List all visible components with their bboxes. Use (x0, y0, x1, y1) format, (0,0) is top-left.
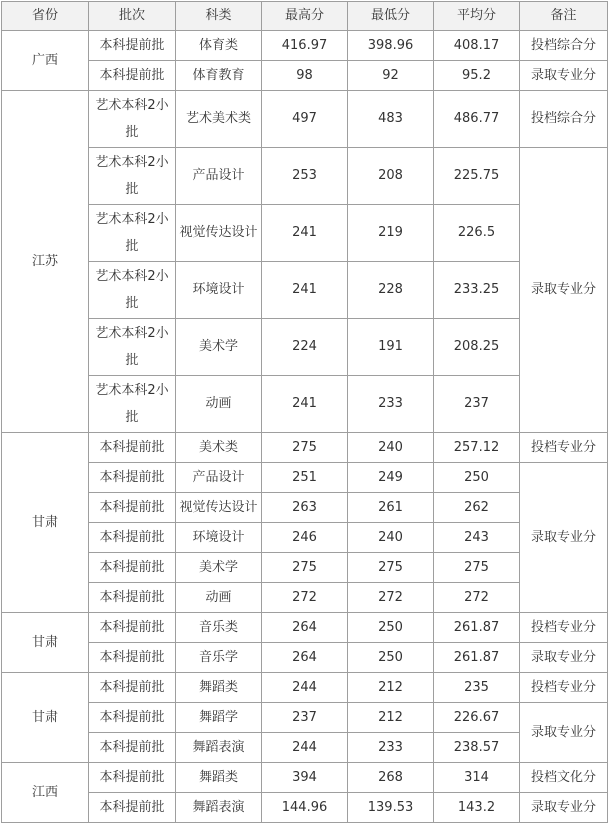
table-row (2, 148, 608, 205)
table-row (2, 91, 608, 148)
header-avg-score: 平均分 (434, 2, 520, 31)
category-cell: 体育教育 (176, 61, 262, 91)
note-cell: 录取专业分 (520, 643, 608, 673)
category-cell: 动画 (176, 376, 262, 433)
max-score-cell: 241 (262, 262, 348, 319)
table-row (2, 262, 608, 319)
avg-score-cell: 143.2 (434, 793, 520, 823)
avg-score-cell: 208.25 (434, 319, 520, 376)
max-score-cell: 244 (262, 733, 348, 763)
table-row (2, 205, 608, 262)
avg-score-cell: 408.17 (434, 31, 520, 61)
header-batch: 批次 (89, 2, 176, 31)
max-score-cell: 246 (262, 523, 348, 553)
table-row (2, 763, 608, 793)
avg-score-cell: 262 (434, 493, 520, 523)
min-score-cell: 240 (348, 523, 434, 553)
max-score-cell: 264 (262, 613, 348, 643)
avg-score-cell: 237 (434, 376, 520, 433)
batch-cell: 本科提前批 (89, 31, 176, 61)
province-cell: 甘肃 (2, 613, 89, 673)
note-cell: 投档综合分 (520, 31, 608, 61)
max-score-cell: 144.96 (262, 793, 348, 823)
batch-cell: 艺术本科2小批 (89, 262, 176, 319)
min-score-cell: 250 (348, 613, 434, 643)
min-score-cell: 228 (348, 262, 434, 319)
avg-score-cell: 233.25 (434, 262, 520, 319)
avg-score-cell: 226.67 (434, 703, 520, 733)
table-row (2, 61, 608, 91)
min-score-cell: 219 (348, 205, 434, 262)
batch-cell: 本科提前批 (89, 583, 176, 613)
avg-score-cell: 486.77 (434, 91, 520, 148)
max-score-cell: 263 (262, 493, 348, 523)
header-max-score: 最高分 (262, 2, 348, 31)
category-cell: 视觉传达设计 (176, 493, 262, 523)
header-note: 备注 (520, 2, 608, 31)
batch-cell: 艺术本科2小批 (89, 319, 176, 376)
note-cell: 投档文化分 (520, 763, 608, 793)
avg-score-cell: 238.57 (434, 733, 520, 763)
min-score-cell: 250 (348, 643, 434, 673)
category-cell: 音乐类 (176, 613, 262, 643)
max-score-cell: 241 (262, 376, 348, 433)
batch-cell: 艺术本科2小批 (89, 376, 176, 433)
table-row (2, 673, 608, 703)
min-score-cell: 212 (348, 703, 434, 733)
batch-cell: 本科提前批 (89, 703, 176, 733)
table-row (2, 553, 608, 583)
category-cell: 动画 (176, 583, 262, 613)
min-score-cell: 233 (348, 733, 434, 763)
max-score-cell: 272 (262, 583, 348, 613)
min-score-cell: 261 (348, 493, 434, 523)
avg-score-cell: 261.87 (434, 643, 520, 673)
score-table (1, 1, 608, 823)
note-cell: 投档专业分 (520, 613, 608, 643)
note-cell: 录取专业分 (520, 148, 608, 433)
table-row (2, 319, 608, 376)
avg-score-cell: 250 (434, 463, 520, 493)
batch-cell: 本科提前批 (89, 493, 176, 523)
province-cell: 江西 (2, 763, 89, 823)
min-score-cell: 398.96 (348, 31, 434, 61)
table-row (2, 463, 608, 493)
max-score-cell: 264 (262, 643, 348, 673)
min-score-cell: 139.53 (348, 793, 434, 823)
batch-cell: 艺术本科2小批 (89, 205, 176, 262)
min-score-cell: 212 (348, 673, 434, 703)
max-score-cell: 416.97 (262, 31, 348, 61)
max-score-cell: 244 (262, 673, 348, 703)
batch-cell: 本科提前批 (89, 763, 176, 793)
max-score-cell: 98 (262, 61, 348, 91)
table-row (2, 583, 608, 613)
min-score-cell: 191 (348, 319, 434, 376)
avg-score-cell: 272 (434, 583, 520, 613)
avg-score-cell: 261.87 (434, 613, 520, 643)
category-cell: 产品设计 (176, 148, 262, 205)
category-cell: 环境设计 (176, 262, 262, 319)
category-cell: 美术学 (176, 553, 262, 583)
batch-cell: 本科提前批 (89, 523, 176, 553)
category-cell: 体育类 (176, 31, 262, 61)
max-score-cell: 251 (262, 463, 348, 493)
header-row (2, 2, 608, 31)
batch-cell: 本科提前批 (89, 433, 176, 463)
avg-score-cell: 243 (434, 523, 520, 553)
table-body (2, 31, 608, 823)
note-cell: 录取专业分 (520, 793, 608, 823)
note-cell: 投档专业分 (520, 673, 608, 703)
note-cell: 录取专业分 (520, 463, 608, 613)
min-score-cell: 272 (348, 583, 434, 613)
max-score-cell: 275 (262, 433, 348, 463)
avg-score-cell: 257.12 (434, 433, 520, 463)
table-row (2, 613, 608, 643)
province-cell: 甘肃 (2, 433, 89, 613)
table-row (2, 493, 608, 523)
table-row (2, 523, 608, 553)
province-cell: 江苏 (2, 91, 89, 433)
header-province: 省份 (2, 2, 89, 31)
avg-score-cell: 95.2 (434, 61, 520, 91)
min-score-cell: 92 (348, 61, 434, 91)
max-score-cell: 275 (262, 553, 348, 583)
avg-score-cell: 314 (434, 763, 520, 793)
batch-cell: 本科提前批 (89, 553, 176, 583)
province-cell: 甘肃 (2, 673, 89, 763)
batch-cell: 本科提前批 (89, 463, 176, 493)
table-row (2, 376, 608, 433)
min-score-cell: 240 (348, 433, 434, 463)
batch-cell: 艺术本科2小批 (89, 91, 176, 148)
category-cell: 舞蹈类 (176, 763, 262, 793)
note-cell: 投档综合分 (520, 91, 608, 148)
category-cell: 舞蹈学 (176, 703, 262, 733)
min-score-cell: 483 (348, 91, 434, 148)
min-score-cell: 208 (348, 148, 434, 205)
header-min-score: 最低分 (348, 2, 434, 31)
province-cell: 广西 (2, 31, 89, 91)
avg-score-cell: 235 (434, 673, 520, 703)
min-score-cell: 233 (348, 376, 434, 433)
category-cell: 美术学 (176, 319, 262, 376)
table-row (2, 433, 608, 463)
max-score-cell: 253 (262, 148, 348, 205)
category-cell: 美术类 (176, 433, 262, 463)
avg-score-cell: 226.5 (434, 205, 520, 262)
batch-cell: 本科提前批 (89, 793, 176, 823)
table-row (2, 643, 608, 673)
max-score-cell: 394 (262, 763, 348, 793)
table-row (2, 703, 608, 733)
min-score-cell: 275 (348, 553, 434, 583)
table-row (2, 793, 608, 823)
batch-cell: 本科提前批 (89, 673, 176, 703)
category-cell: 视觉传达设计 (176, 205, 262, 262)
table-row (2, 31, 608, 61)
category-cell: 舞蹈表演 (176, 793, 262, 823)
min-score-cell: 249 (348, 463, 434, 493)
min-score-cell: 268 (348, 763, 434, 793)
batch-cell: 本科提前批 (89, 733, 176, 763)
category-cell: 艺术美术类 (176, 91, 262, 148)
avg-score-cell: 225.75 (434, 148, 520, 205)
note-cell: 录取专业分 (520, 61, 608, 91)
category-cell: 音乐学 (176, 643, 262, 673)
category-cell: 环境设计 (176, 523, 262, 553)
table-row (2, 733, 608, 763)
category-cell: 产品设计 (176, 463, 262, 493)
batch-cell: 本科提前批 (89, 61, 176, 91)
category-cell: 舞蹈类 (176, 673, 262, 703)
max-score-cell: 237 (262, 703, 348, 733)
batch-cell: 艺术本科2小批 (89, 148, 176, 205)
max-score-cell: 497 (262, 91, 348, 148)
batch-cell: 本科提前批 (89, 613, 176, 643)
max-score-cell: 241 (262, 205, 348, 262)
batch-cell: 本科提前批 (89, 643, 176, 673)
note-cell: 录取专业分 (520, 703, 608, 763)
category-cell: 舞蹈表演 (176, 733, 262, 763)
note-cell: 投档专业分 (520, 433, 608, 463)
avg-score-cell: 275 (434, 553, 520, 583)
header-category: 科类 (176, 2, 262, 31)
max-score-cell: 224 (262, 319, 348, 376)
